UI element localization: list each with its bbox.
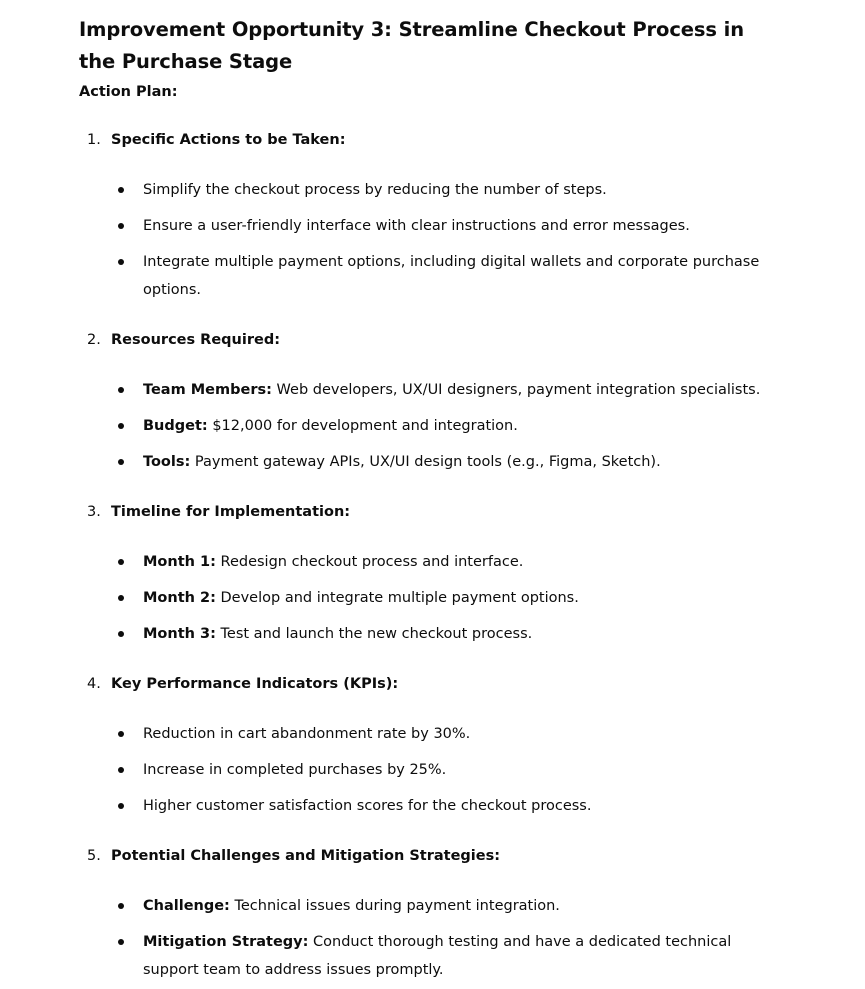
item-text: Payment gateway APIs, UX/UI design tools (e.g., Figma, Sketch). [194, 454, 661, 470]
item-label: Team Members: [143, 382, 272, 398]
section-title [79, 672, 786, 696]
item-text: Conduct thorough testing and have a dedicated technical support team to address issues promptly. [143, 934, 732, 978]
section-label: Resources Required: [111, 332, 281, 348]
section-label: Key Performance Indicators (KPIs): [111, 676, 399, 692]
section-number: 1. [87, 132, 101, 148]
bullet-icon [118, 767, 124, 773]
section-number: 4. [87, 676, 101, 692]
list-item [79, 548, 786, 576]
bullet-list [79, 548, 786, 648]
section-resources-required [79, 328, 786, 476]
item-label: Month 1: [143, 554, 216, 570]
item-text: Test and launch the new checkout process. [220, 626, 533, 642]
bullet-icon [118, 387, 124, 393]
list-item [79, 928, 786, 984]
list-item [79, 892, 786, 920]
bullet-icon [118, 939, 124, 945]
section-label: Potential Challenges and Mitigation Strategies: [111, 848, 501, 864]
item-label: Mitigation Strategy: [143, 934, 309, 950]
item-text: Redesign checkout process and interface. [220, 554, 524, 570]
section-kpis [79, 672, 786, 820]
list-item [79, 412, 786, 440]
item-text: Ensure a user-friendly interface with clear instructions and error messages. [143, 218, 690, 234]
list-item [79, 620, 786, 648]
item-label: Month 2: [143, 590, 216, 606]
section-number: 2. [87, 332, 101, 348]
item-text: $12,000 for development and integration. [212, 418, 518, 434]
list-item [79, 212, 786, 240]
section-number: 5. [87, 848, 101, 864]
section-title [79, 128, 786, 152]
bullet-icon [118, 631, 124, 637]
section-label: Timeline for Implementation: [111, 504, 351, 520]
bullet-list [79, 892, 786, 984]
section-timeline [79, 500, 786, 648]
item-text: Web developers, UX/UI designers, payment integration specialists. [276, 382, 761, 398]
list-item [79, 448, 786, 476]
list-item [79, 792, 786, 820]
list-item [79, 756, 786, 784]
list-item [79, 720, 786, 748]
bullet-list [79, 176, 786, 304]
item-text: Simplify the checkout process by reducing the number of steps. [143, 182, 607, 198]
section-number: 3. [87, 504, 101, 520]
bullet-icon [118, 259, 124, 265]
bullet-icon [118, 803, 124, 809]
list-item [79, 248, 786, 304]
item-text: Develop and integrate multiple payment options. [220, 590, 579, 606]
item-text: Reduction in cart abandonment rate by 30%. [143, 726, 471, 742]
item-text: Technical issues during payment integration. [234, 898, 560, 914]
section-title [79, 500, 786, 524]
bullet-icon [118, 187, 124, 193]
item-text: Higher customer satisfaction scores for the checkout process. [143, 798, 592, 814]
bullet-list [79, 720, 786, 820]
section-title [79, 328, 786, 352]
section-challenges [79, 844, 786, 984]
bullet-icon [118, 423, 124, 429]
section-label: Specific Actions to be Taken: [111, 132, 346, 148]
item-text: Increase in completed purchases by 25%. [143, 762, 447, 778]
item-label: Challenge: [143, 898, 230, 914]
bullet-icon [118, 223, 124, 229]
bullet-icon [118, 559, 124, 565]
list-item [79, 376, 786, 404]
bullet-icon [118, 903, 124, 909]
action-plan-label: Action Plan: [79, 84, 178, 100]
bullet-icon [118, 459, 124, 465]
action-plan-list [79, 128, 786, 984]
item-label: Month 3: [143, 626, 216, 642]
item-label: Tools: [143, 454, 191, 470]
list-item [79, 584, 786, 612]
list-item [79, 176, 786, 204]
item-label: Budget: [143, 418, 208, 434]
item-text: Integrate multiple payment options, including digital wallets and corporate purchase options. [143, 254, 760, 298]
bullet-icon [118, 731, 124, 737]
section-title [79, 844, 786, 868]
section-specific-actions [79, 128, 786, 304]
page-title: Improvement Opportunity 3: Streamline Checkout Process in the Purchase Stage [79, 18, 744, 73]
bullet-icon [118, 595, 124, 601]
bullet-list [79, 376, 786, 476]
